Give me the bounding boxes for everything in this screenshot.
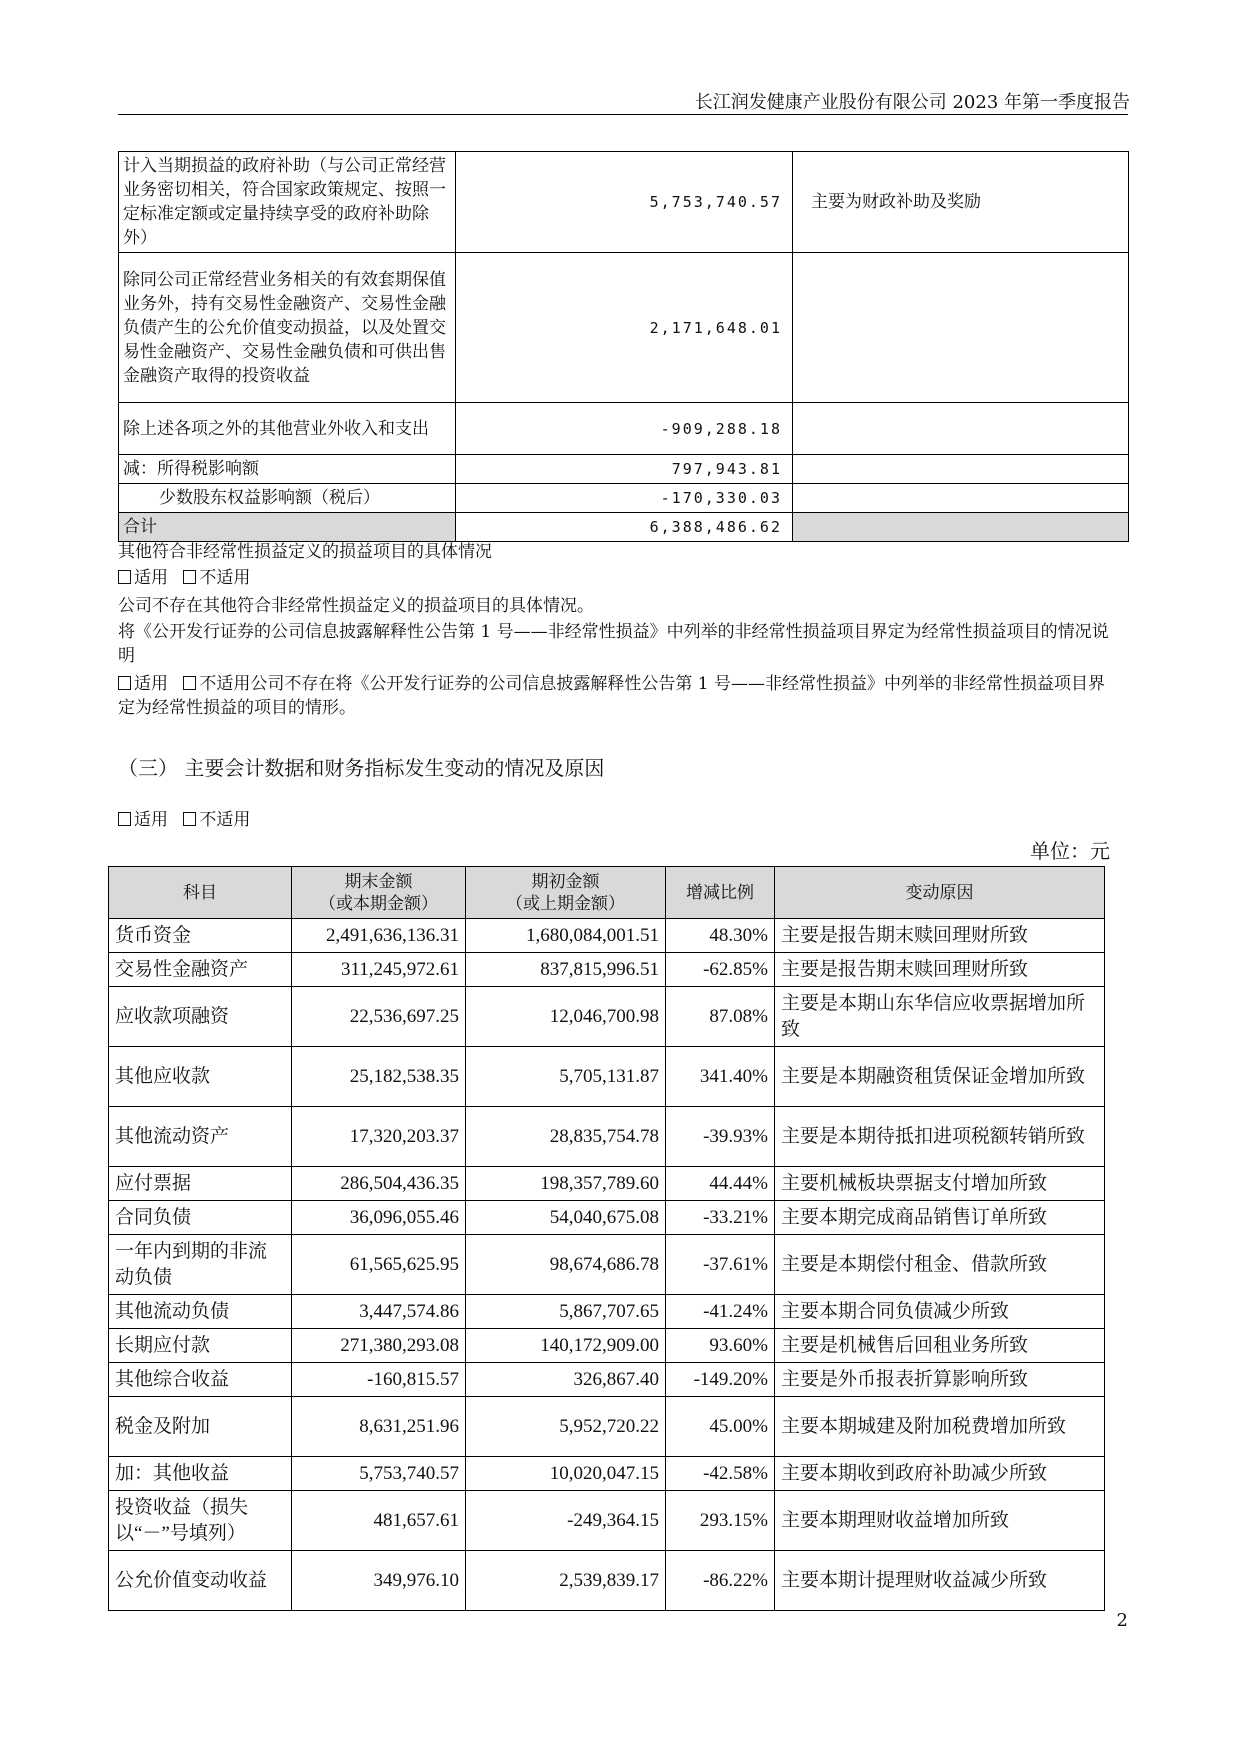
cell-reason: 主要是本期山东华信应收票据增加所致 (775, 987, 1105, 1047)
row-amount: -170,330.03 (456, 484, 793, 513)
cell-change-ratio: -62.85% (666, 953, 775, 987)
cell-end-amount: 481,657.61 (292, 1491, 466, 1551)
cell-change-ratio: -39.93% (666, 1107, 775, 1167)
header-change-ratio: 增减比例 (666, 867, 775, 919)
cell-begin-amount: 5,952,720.22 (466, 1397, 666, 1457)
cell-change-ratio: 44.44% (666, 1167, 775, 1201)
cell-begin-amount: 5,705,131.87 (466, 1047, 666, 1107)
cell-reason: 主要是本期待抵扣进项税额转销所致 (775, 1107, 1105, 1167)
cell-change-ratio: 293.15% (666, 1491, 775, 1551)
row-note (793, 403, 1129, 455)
checkbox-icon (118, 570, 131, 584)
cell-begin-amount: 326,867.40 (466, 1363, 666, 1397)
table-row (119, 484, 1129, 513)
checkbox-icon (183, 676, 196, 690)
cell-subject: 其他综合收益 (109, 1363, 292, 1397)
cell-change-ratio: -41.24% (666, 1295, 775, 1329)
cell-end-amount: 349,976.10 (292, 1551, 466, 1611)
cell-subject: 其他应收款 (109, 1047, 292, 1107)
row-label: 减：所得税影响额 (119, 455, 456, 484)
cell-begin-amount: 5,867,707.65 (466, 1295, 666, 1329)
checkbox-icon (118, 676, 131, 690)
cell-subject: 其他流动资产 (109, 1107, 292, 1167)
cell-end-amount: 8,631,251.96 (292, 1397, 466, 1457)
cell-reason: 主要本期收到政府补助减少所致 (775, 1457, 1105, 1491)
cell-reason: 主要本期城建及附加税费增加所致 (775, 1397, 1105, 1457)
table-row (109, 919, 1105, 953)
cell-reason: 主要本期理财收益增加所致 (775, 1491, 1105, 1551)
cell-reason: 主要是本期融资租赁保证金增加所致 (775, 1047, 1105, 1107)
unit-label: 单位：元 (1030, 839, 1110, 863)
table-row-total (119, 513, 1129, 542)
row-amount: 797,943.81 (456, 455, 793, 484)
cell-subject: 应付票据 (109, 1167, 292, 1201)
cell-change-ratio: 45.00% (666, 1397, 775, 1457)
table-row (119, 403, 1129, 455)
cell-begin-amount: 837,815,996.51 (466, 953, 666, 987)
cell-begin-amount: 98,674,686.78 (466, 1235, 666, 1295)
row-note (793, 513, 1129, 542)
cell-subject: 税金及附加 (109, 1397, 292, 1457)
table-row (109, 987, 1105, 1047)
cell-subject: 投资收益（损失以“－”号填列） (109, 1491, 292, 1551)
cell-change-ratio: -37.61% (666, 1235, 775, 1295)
table-header-row (109, 867, 1105, 919)
row-amount: 6,388,486.62 (456, 513, 793, 542)
cell-begin-amount: 54,040,675.08 (466, 1201, 666, 1235)
cell-begin-amount: 28,835,754.78 (466, 1107, 666, 1167)
cell-change-ratio: 48.30% (666, 919, 775, 953)
cell-end-amount: 61,565,625.95 (292, 1235, 466, 1295)
cell-begin-amount: 2,539,839.17 (466, 1551, 666, 1611)
table-row (109, 1047, 1105, 1107)
checkbox-icon (183, 570, 196, 584)
para-no-other-items: 公司不存在其他符合非经常性损益定义的损益项目的具体情况。 (118, 596, 594, 616)
cell-end-amount: 5,753,740.57 (292, 1457, 466, 1491)
row-label: 计入当期损益的政府补助（与公司正常经营业务密切相关，符合国家政策规定、按照一定标准定额或定量持续享受的政府补助除外） (119, 152, 456, 253)
table-row (109, 1397, 1105, 1457)
table-row (109, 1295, 1105, 1329)
row-amount: -909,288.18 (456, 403, 793, 455)
cell-change-ratio: 341.40% (666, 1047, 775, 1107)
table-row (119, 253, 1129, 403)
cell-change-ratio: -42.58% (666, 1457, 775, 1491)
applicability-choice-3: 适用 不适用 (118, 808, 1118, 832)
checkbox-icon (118, 812, 131, 826)
row-label: 少数股东权益影响额（税后） (119, 484, 456, 513)
row-note (793, 484, 1129, 513)
table-row (109, 1201, 1105, 1235)
header-end-amount: 期末金额 （或本期金额） (292, 867, 466, 919)
cell-reason: 主要是外币报表折算影响所致 (775, 1363, 1105, 1397)
cell-end-amount: 3,447,574.86 (292, 1295, 466, 1329)
header-rule (118, 114, 1128, 115)
cell-begin-amount: 1,680,084,001.51 (466, 919, 666, 953)
row-label: 除同公司正常经营业务相关的有效套期保值业务外，持有交易性金融资产、交易性金融负债产生的公允价值变动损益，以及处置交易性金融资产、交易性金融负债和可供出售金融资产取得的投资收益 (119, 253, 456, 403)
table-row (109, 1107, 1105, 1167)
para-explanation: 将《公开发行证券的公司信息披露解释性公告第 1 号——非经常性损益》中列举的非经常性损益项目界定为经常性损益项目的情况说明 (118, 622, 1109, 666)
table-row (119, 152, 1129, 253)
cell-subject: 合同负债 (109, 1201, 292, 1235)
cell-change-ratio: -149.20% (666, 1363, 775, 1397)
cell-end-amount: 25,182,538.35 (292, 1047, 466, 1107)
cell-end-amount: 271,380,293.08 (292, 1329, 466, 1363)
nonrecurring-table (118, 151, 1129, 542)
table-row (109, 1491, 1105, 1551)
cell-reason: 主要本期计提理财收益减少所致 (775, 1551, 1105, 1611)
table-row (109, 1329, 1105, 1363)
cell-reason: 主要是报告期末赎回理财所致 (775, 953, 1105, 987)
row-note: 主要为财政补助及奖励 (793, 152, 1129, 253)
cell-change-ratio: -86.22% (666, 1551, 775, 1611)
row-label: 合计 (119, 513, 456, 542)
cell-end-amount: 2,491,636,136.31 (292, 919, 466, 953)
header-begin-amount: 期初金额 （或上期金额） (466, 867, 666, 919)
section-title: （三） 主要会计数据和财务指标发生变动的情况及原因 (118, 756, 605, 780)
applicability-choice-1: 适用 不适用 (118, 566, 1118, 590)
table-row (109, 1167, 1105, 1201)
cell-begin-amount: 10,020,047.15 (466, 1457, 666, 1491)
cell-reason: 主要是本期偿付租金、借款所致 (775, 1235, 1105, 1295)
cell-reason: 主要本期合同负债减少所致 (775, 1295, 1105, 1329)
cell-subject: 一年内到期的非流动负债 (109, 1235, 292, 1295)
table-row (109, 1235, 1105, 1295)
cell-change-ratio: -33.21% (666, 1201, 775, 1235)
table-row (109, 953, 1105, 987)
cell-subject: 其他流动负债 (109, 1295, 292, 1329)
applicability-choice-2: 适用 不适用公司不存在将《公开发行证券的公司信息披露解释性公告第 1 号——非经常性损益》中列举的非经常性损益项目界定为经常性损益的项目的情形。 (118, 674, 1106, 718)
cell-end-amount: -160,815.57 (292, 1363, 466, 1397)
cell-end-amount: 311,245,972.61 (292, 953, 466, 987)
cell-subject: 长期应付款 (109, 1329, 292, 1363)
row-label: 除上述各项之外的其他营业外收入和支出 (119, 403, 456, 455)
cell-begin-amount: 12,046,700.98 (466, 987, 666, 1047)
cell-change-ratio: 87.08% (666, 987, 775, 1047)
cell-end-amount: 286,504,436.35 (292, 1167, 466, 1201)
cell-reason: 主要本期完成商品销售订单所致 (775, 1201, 1105, 1235)
table-row (109, 1551, 1105, 1611)
page-header: 长江润发健康产业股份有限公司 2023 年第一季度报告 (694, 92, 1130, 113)
cell-begin-amount: 140,172,909.00 (466, 1329, 666, 1363)
cell-subject: 公允价值变动收益 (109, 1551, 292, 1611)
header-reason: 变动原因 (775, 867, 1105, 919)
cell-subject: 交易性金融资产 (109, 953, 292, 987)
cell-begin-amount: 198,357,789.60 (466, 1167, 666, 1201)
cell-change-ratio: 93.60% (666, 1329, 775, 1363)
row-amount: 2,171,648.01 (456, 253, 793, 403)
cell-begin-amount: -249,364.15 (466, 1491, 666, 1551)
cell-subject: 加：其他收益 (109, 1457, 292, 1491)
cell-subject: 货币资金 (109, 919, 292, 953)
cell-reason: 主要是机械售后回租业务所致 (775, 1329, 1105, 1363)
cell-end-amount: 36,096,055.46 (292, 1201, 466, 1235)
header-subject: 科目 (109, 867, 292, 919)
row-note (793, 455, 1129, 484)
cell-end-amount: 17,320,203.37 (292, 1107, 466, 1167)
para-other-items: 其他符合非经常性损益定义的损益项目的具体情况 (118, 542, 492, 562)
page-number: 2 (1116, 1610, 1128, 1631)
cell-reason: 主要机械板块票据支付增加所致 (775, 1167, 1105, 1201)
row-amount: 5,753,740.57 (456, 152, 793, 253)
table-row (119, 455, 1129, 484)
cell-subject: 应收款项融资 (109, 987, 292, 1047)
checkbox-icon (183, 812, 196, 826)
changes-table (108, 866, 1105, 1611)
cell-reason: 主要是报告期末赎回理财所致 (775, 919, 1105, 953)
cell-end-amount: 22,536,697.25 (292, 987, 466, 1047)
row-note (793, 253, 1129, 403)
table-row (109, 1363, 1105, 1397)
table-row (109, 1457, 1105, 1491)
